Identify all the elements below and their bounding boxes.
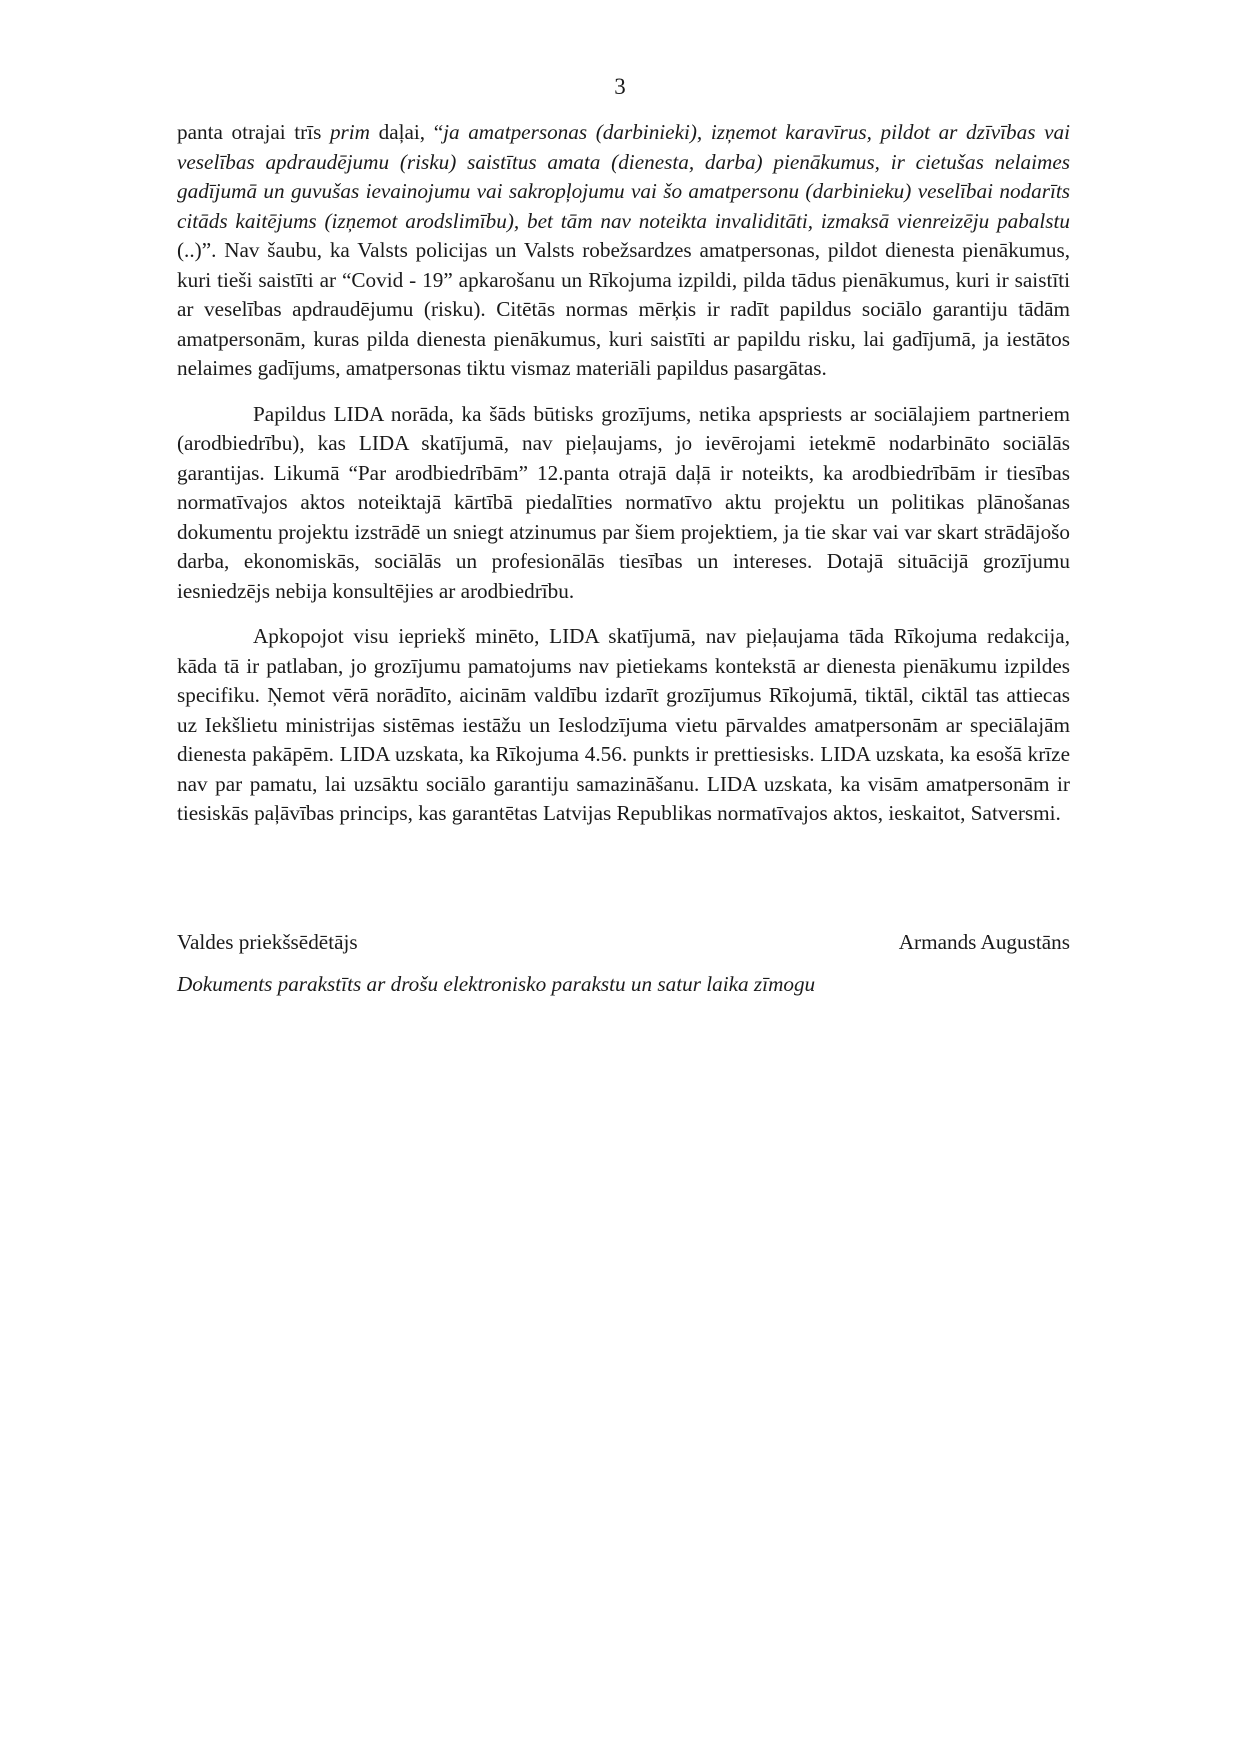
paragraph-1-text-c: daļai, “ [369, 120, 444, 144]
page-number: 3 [614, 74, 626, 99]
paragraph-3: Apkopojot visu iepriekš minēto, LIDA skatījumā, nav pieļaujama tāda Rīkojuma redakcija, kāda tā ir patlaban, jo grozījumu pamatojums nav pietiekams kontekstā ar dienesta pienākumu izpildes specifiku. Ņemot vērā norādīto, aicinām valdību izdarīt grozījumus Rīkojumā, tiktāl, ciktāl tas attiecas uz Iekšlietu ministrijas sistēmas iestāžu un Ieslodzījuma vietu pārvaldes amatpersonām ar speciālajām dienesta pakāpēm. LIDA uzskata, ka Rīkojuma 4.56. punkts ir prettiesisks. LIDA uzskata, ka esošā krīze nav par pamatu, lai uzsāktu sociālo garantiju samazināšanu. LIDA uzskata, ka visām amatpersonām ir tiesiskās paļāvības princips, kas garantētas Latvijas Republikas normatīvajos aktos, ieskaitot, Satversmi. [177, 624, 1070, 825]
document-body [177, 118, 1070, 845]
paragraph-1-text-e: (..)”. Nav šaubu, ka Valsts policijas un Valsts robežsardzes amatpersonas, pildot dienesta pienākumus, kuri tieši saistīti ar “Covid - 19” apkarošanu un Rīkojuma izpildi, pilda tādus pienākumus, kuri ir saistīti ar veselības apdraudējumu (risku). Citētās normas mērķis ir radīt papildus sociālo garantiju tādām amatpersonām, kuras pilda dienesta pienākumus, kuri saistīti ar papildu risku, lai gadījumā, ja iestātos nelaimes gadījums, amatpersonas tiktu vismaz materiāli papildus pasargātas. [177, 238, 1070, 380]
signature-row [177, 928, 1070, 958]
paragraph-1-italic-quote: ja amatpersonas (darbinieki), izņemot karavīrus, pildot ar dzīvības vai veselības apdraudējumu (risku) saistītus amata (dienesta, darba) pienākumus, ir cietušas nelaimes gadījumā un guvušas ievainojumu vai sakropļojumu vai šo amatpersonu (darbinieku) veselībai nodarīts citāds kaitējums (izņemot arodslimību), bet tām nav noteikta invaliditāti, izmaksā vienreizēju pabalstu [177, 120, 1070, 233]
paragraph-2: Papildus LIDA norāda, ka šāds būtisks grozījums, netika apspriests ar sociālajiem partneriem (arodbiedrību), kas LIDA skatījumā, nav pieļaujams, jo ievērojami ietekmē nodarbināto sociālās garantijas. Likumā “Par arodbiedrībām” 12.panta otrajā daļā ir noteikts, ka arodbiedrībām ir tiesības normatīvajos aktos noteiktajā kārtībā piedalīties normatīvo aktu projektu un politikas plānošanas dokumentu projektu izstrādē un sniegt atzinumus par šiem projektiem, ja tie skar vai var skart strādājošo darba, ekonomiskās, sociālās un profesionālās tiesības un intereses. Dotajā situācijā grozījumu iesniedzējs nebija konsultējies ar arodbiedrību. [177, 401, 1070, 603]
paragraph-1-italic-prim: prim [329, 120, 370, 144]
signatory-position: Valdes priekšsēdētājs [177, 930, 358, 954]
electronic-signature-note: Dokuments parakstīts ar drošu elektronisko parakstu un satur laika zīmogu [177, 972, 816, 996]
paragraph-1 [177, 118, 1070, 384]
paragraph-1-text-a: panta otrajai trīs [177, 120, 330, 144]
signatory-name: Armands Augustāns [898, 930, 1070, 954]
